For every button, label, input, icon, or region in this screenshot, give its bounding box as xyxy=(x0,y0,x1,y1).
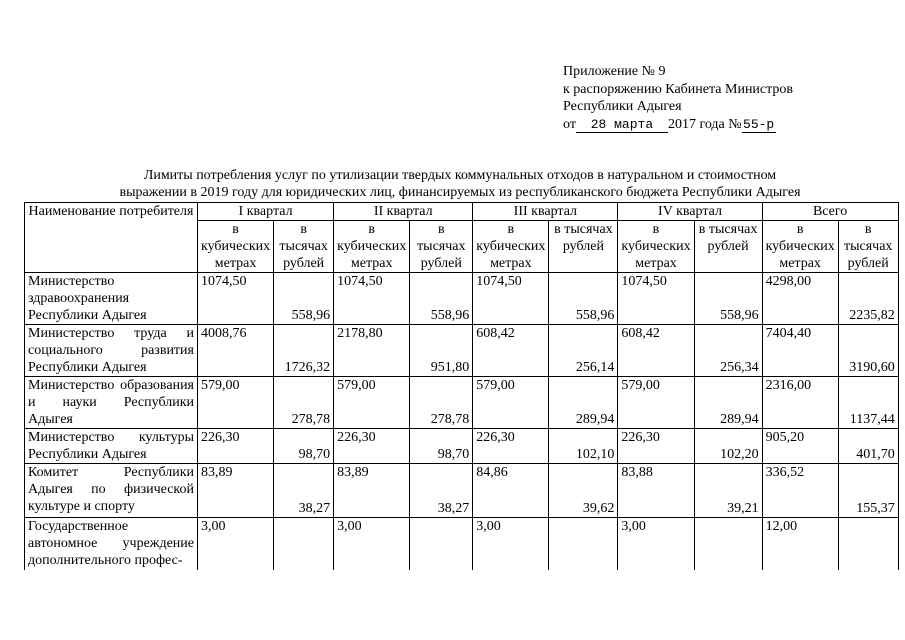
volume-cell: 226,30 xyxy=(618,429,694,464)
cost-cell xyxy=(410,518,473,570)
cost-cell xyxy=(549,518,618,570)
volume-cell: 608,42 xyxy=(618,325,694,377)
volume-cell: 84,86 xyxy=(473,464,549,518)
consumer-name: Министерство образования и науки Республики Адыгея xyxy=(25,377,198,429)
title-line-1: Лимиты потребления услуг по утилизации твердых коммунальных отходов в натуральном и стоимостном xyxy=(143,168,777,183)
year-text: 2017 года № xyxy=(667,116,742,132)
total-cost-cell: 1137,44 xyxy=(838,377,898,429)
volume-cell: 579,00 xyxy=(334,377,410,429)
header-quarter-4: IV квартал xyxy=(618,203,762,221)
appendix-date-line xyxy=(563,116,793,134)
total-volume-cell: 336,52 xyxy=(762,464,838,518)
total-cost-cell: 155,37 xyxy=(838,464,898,518)
header-unit-volume: в кубических метрах xyxy=(618,221,694,273)
header-total: Всего xyxy=(762,203,898,221)
volume-cell: 3,00 xyxy=(618,518,694,570)
volume-cell: 83,89 xyxy=(334,464,410,518)
cost-cell: 278,78 xyxy=(410,377,473,429)
from-prefix: от xyxy=(563,116,576,132)
consumer-name: Комитет Республики Адыгея по физической культуре и спорту xyxy=(25,464,198,518)
header-unit-volume: в кубических метрах xyxy=(473,221,549,273)
volume-cell: 83,89 xyxy=(198,464,274,518)
total-cost-cell: 401,70 xyxy=(838,429,898,464)
title-line-2: выражении в 2019 году для юридических лиц, финансируемых из республиканского бюджета Республики Адыгея xyxy=(119,185,801,200)
volume-cell: 226,30 xyxy=(473,429,549,464)
total-cost-cell: 3190,60 xyxy=(838,325,898,377)
consumer-name: Министерство труда и социального развития Республики Адыгея xyxy=(25,325,198,377)
cost-cell: 256,34 xyxy=(694,325,762,377)
cost-cell: 102,20 xyxy=(694,429,762,464)
table-row xyxy=(25,429,899,464)
header-unit-cost: в тысячах рублей xyxy=(694,221,762,273)
cost-cell: 38,27 xyxy=(274,464,334,518)
header-unit-cost: в тысячах рублей xyxy=(838,221,898,273)
volume-cell: 579,00 xyxy=(473,377,549,429)
volume-cell: 4008,76 xyxy=(198,325,274,377)
header-unit-cost: в тысячах рублей xyxy=(410,221,473,273)
consumer-name: Министерство здравоохранения Республики Адыгея xyxy=(25,273,198,325)
appendix-line-2: к распоряжению Кабинета Министров xyxy=(563,81,794,97)
volume-cell: 3,00 xyxy=(198,518,274,570)
decree-number: 55-р xyxy=(743,116,775,132)
cost-cell xyxy=(694,518,762,570)
header-quarter-3: III квартал xyxy=(473,203,618,221)
appendix-block xyxy=(563,63,793,133)
limits-table xyxy=(24,202,899,570)
header-unit-cost: в тысячах рублей xyxy=(274,221,334,273)
cost-cell: 558,96 xyxy=(694,273,762,325)
cost-cell: 951,80 xyxy=(410,325,473,377)
table-row xyxy=(25,377,899,429)
cost-cell: 289,94 xyxy=(549,377,618,429)
appendix-line-3: Республики Адыгея xyxy=(563,99,682,114)
total-cost-cell: 2235,82 xyxy=(838,273,898,325)
total-volume-cell: 905,20 xyxy=(762,429,838,464)
table-row xyxy=(25,273,899,325)
volume-cell: 1074,50 xyxy=(618,273,694,325)
total-volume-cell: 7404,40 xyxy=(762,325,838,377)
header-unit-volume: в кубических метрах xyxy=(762,221,838,273)
volume-cell: 1074,50 xyxy=(334,273,410,325)
consumer-name: Министерство культуры Республики Адыгея xyxy=(25,429,198,464)
table-row xyxy=(25,518,899,570)
cost-cell: 98,70 xyxy=(410,429,473,464)
cost-cell: 558,96 xyxy=(549,273,618,325)
cost-cell: 278,78 xyxy=(274,377,334,429)
decree-date: 28 марта xyxy=(576,118,668,133)
consumer-name: Государственное автономное учреждение дополнительного профес- xyxy=(25,518,198,570)
cost-cell: 289,94 xyxy=(694,377,762,429)
volume-cell: 3,00 xyxy=(334,518,410,570)
cost-cell: 39,62 xyxy=(549,464,618,518)
total-volume-cell: 2316,00 xyxy=(762,377,838,429)
document-title xyxy=(60,167,860,201)
volume-cell: 608,42 xyxy=(473,325,549,377)
total-volume-cell: 4298,00 xyxy=(762,273,838,325)
volume-cell: 1074,50 xyxy=(473,273,549,325)
cost-cell: 256,14 xyxy=(549,325,618,377)
volume-cell: 226,30 xyxy=(198,429,274,464)
table-row xyxy=(25,325,899,377)
cost-cell: 558,96 xyxy=(410,273,473,325)
cost-cell: 98,70 xyxy=(274,429,334,464)
header-unit-volume: в кубических метрах xyxy=(198,221,274,273)
volume-cell: 579,00 xyxy=(198,377,274,429)
header-consumer-name: Наименование потребителя xyxy=(25,203,198,273)
header-unit-volume: в кубических метрах xyxy=(334,221,410,273)
volume-cell: 2178,80 xyxy=(334,325,410,377)
header-unit-cost: в тысячах рублей xyxy=(549,221,618,273)
volume-cell: 83,88 xyxy=(618,464,694,518)
total-cost-cell xyxy=(838,518,898,570)
total-volume-cell: 12,00 xyxy=(762,518,838,570)
cost-cell: 39,21 xyxy=(694,464,762,518)
volume-cell: 3,00 xyxy=(473,518,549,570)
table-row xyxy=(25,464,899,518)
cost-cell: 102,10 xyxy=(549,429,618,464)
volume-cell: 1074,50 xyxy=(198,273,274,325)
volume-cell: 579,00 xyxy=(618,377,694,429)
cost-cell: 38,27 xyxy=(410,464,473,518)
cost-cell xyxy=(274,518,334,570)
cost-cell: 558,96 xyxy=(274,273,334,325)
appendix-line-1: Приложение № 9 xyxy=(563,64,666,79)
volume-cell: 226,30 xyxy=(334,429,410,464)
cost-cell: 1726,32 xyxy=(274,325,334,377)
header-quarter-1: I квартал xyxy=(198,203,334,221)
header-quarter-2: II квартал xyxy=(334,203,473,221)
